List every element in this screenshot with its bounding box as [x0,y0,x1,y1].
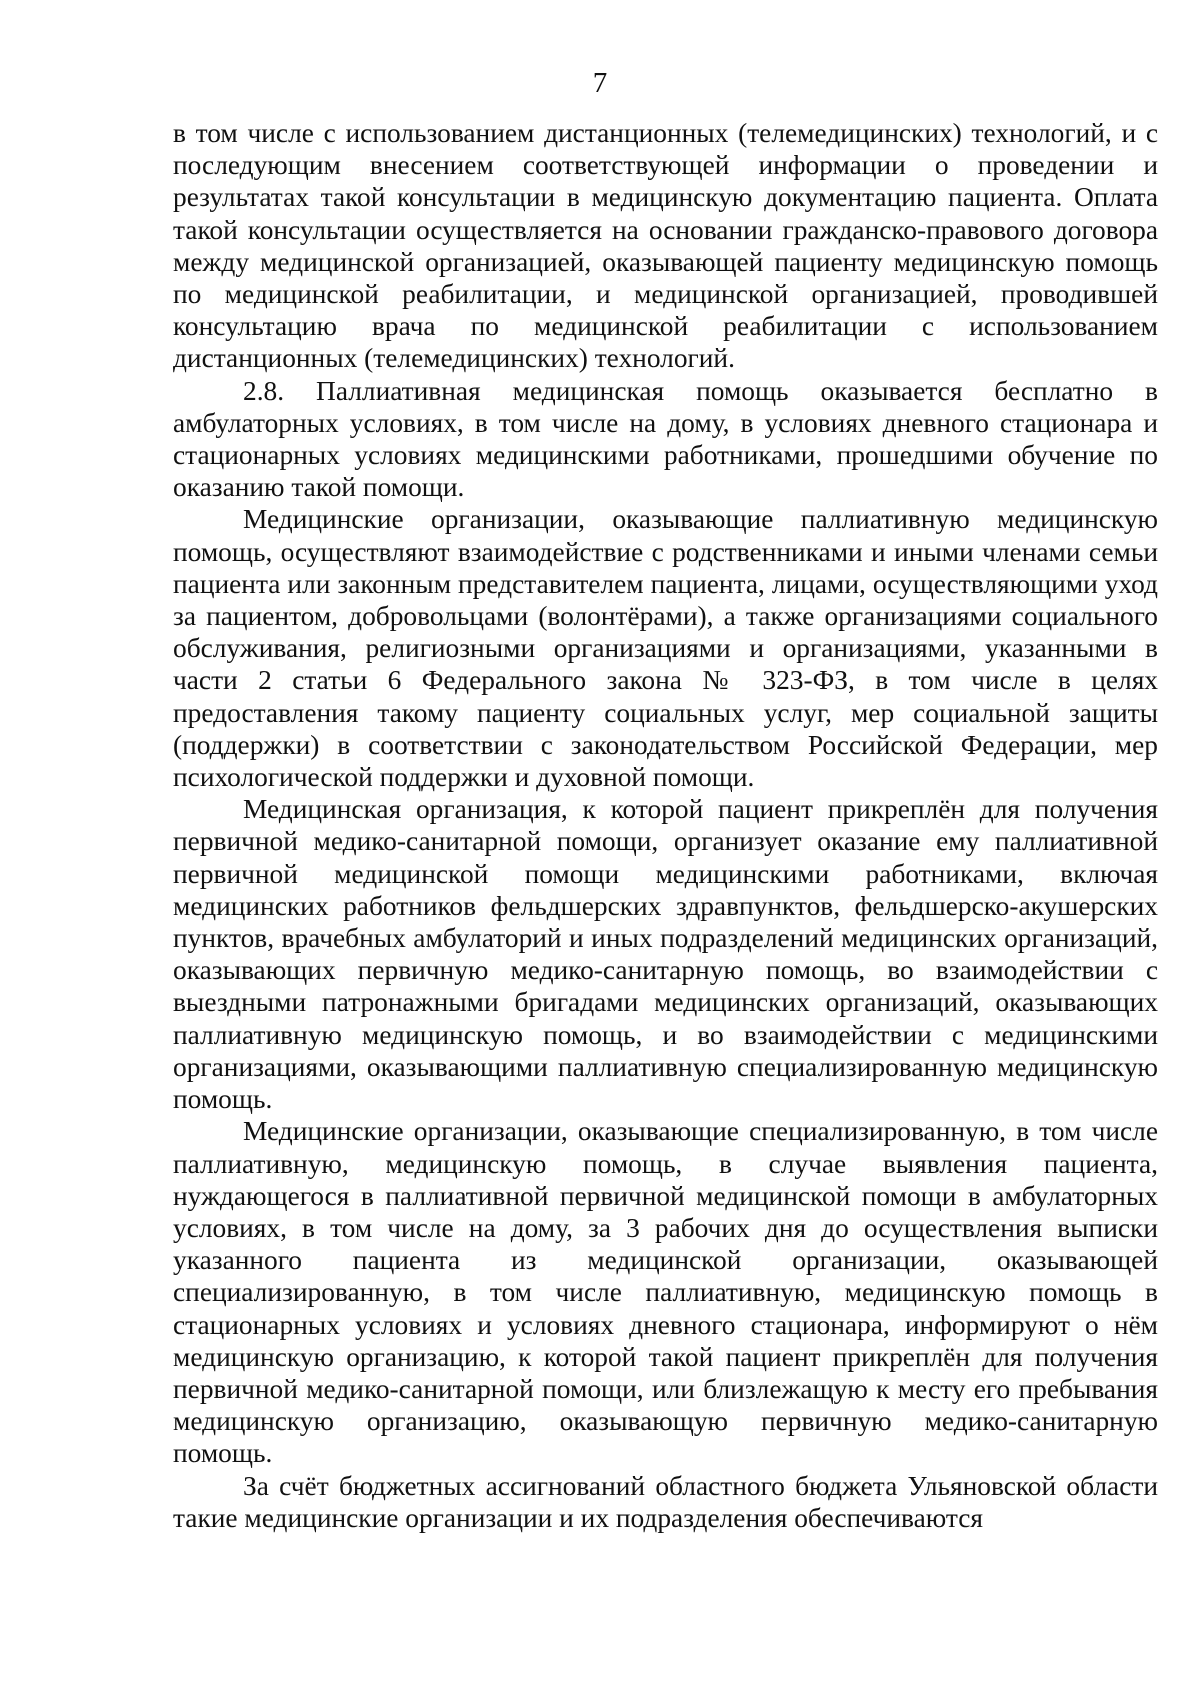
document-body [173,117,1158,1534]
paragraph-primary-care-organization: Медицинская организация, к которой пациент прикреплён для получения первичной медико-санитарной помощи, организует оказание ему паллиативной первичной медицинской помощи медицинскими работниками, включая медицинских работников фельдшерских здравпунктов, фельдшерско-акушерских пунктов, врачебных амбулаторий и иных подразделений медицинских организаций, оказывающих первичную медико-санитарную помощь, во взаимодействии с выездными патронажными бригадами медицинских организаций, оказывающих паллиативную медицинскую помощь, и во взаимодействии с медицинскими организациями, оказывающими паллиативную специализированную медицинскую помощь. [173,794,1158,1115]
paragraph-specialized-care-informing: Медицинские организации, оказывающие специализированную, в том числе паллиативную, медицинскую помощь, в случае выявления пациента, нуждающегося в паллиативной первичной медицинской помощи в амбулаторных условиях, в том числе на дому, за 3 рабочих дня до осуществления выписки указанного пациента из медицинской организации, оказывающей специализированную, в том числе паллиативную, медицинскую помощь в стационарных условиях и условиях дневного стационара, информируют о нём медицинскую организацию, к которой такой пациент прикреплён для получения первичной медико-санитарной помощи, или близлежащую к месту его пребывания медицинскую организацию, оказывающую первичную медико-санитарную помощь. [173,1116,1158,1469]
paragraph-palliative-interaction: Медицинские организации, оказывающие паллиативную медицинскую помощь, осуществляют взаимодействие с родственниками и иными членами семьи пациента или законным представителем пациента, лицами, осуществляющими уход за пациентом, добровольцами (волонтёрами), а также организациями социального обслуживания, религиозными организациями и организациями, указанными в части 2 статьи 6 Федерального закона № 323-ФЗ, в том числе в целях предоставления такому пациенту социальных услуг, мер социальной защиты (поддержки) в соответствии с законодательством Российской Федерации, мер психологической поддержки и духовной помощи. [173,504,1158,793]
page-number: 7 [592,67,608,99]
paragraph-section-2-8: 2.8. Паллиативная медицинская помощь оказывается бесплатно в амбулаторных условиях, в том числе на дому, в условиях дневного стационара и стационарных условиях медицинскими работниками, прошедшими обучение по оказанию такой помощи. [173,375,1158,503]
paragraph-budget-funding: За счёт бюджетных ассигнований областного бюджета Ульяновской области такие медицинские организации и их подразделения обеспечиваются [173,1470,1158,1533]
paragraph-telemedicine-consultation: в том числе с использованием дистанционных (телемедицинских) технологий, и с последующим внесением соответствующей информации о проведении и результатах такой консультации в медицинскую документацию пациента. Оплата такой консультации осуществляется на основании гражданско-правового договора между медицинской организацией, оказывающей пациенту медицинскую помощь по медицинской реабилитации, и медицинской организацией, проводившей консультацию врача по медицинской реабилитации с использованием дистанционных (телемедицинских) технологий. [173,118,1158,374]
